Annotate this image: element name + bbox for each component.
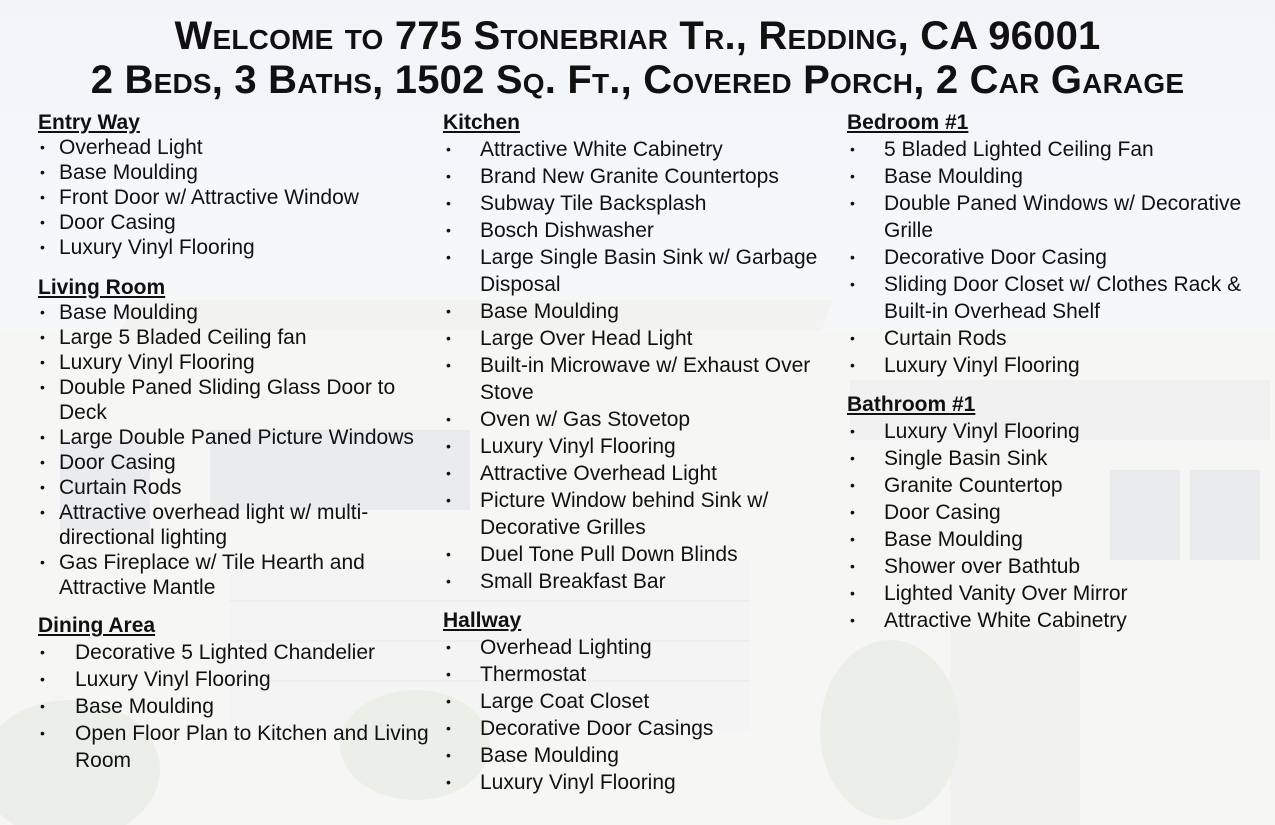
list-item: • Curtain Rods <box>847 325 1247 352</box>
list-item: • Granite Countertop <box>847 472 1247 499</box>
feature-list <box>38 135 433 260</box>
list-item: • Picture Window behind Sink w/ Decorative Grilles <box>443 487 843 541</box>
section-kitchen <box>443 110 843 595</box>
section-heading: Kitchen <box>443 111 521 134</box>
list-item: • Front Door w/ Attractive Window <box>38 185 433 210</box>
section-heading: Living Room <box>38 276 166 299</box>
list-item: • Shower over Bathtub <box>847 553 1247 580</box>
list-item: • Single Basin Sink <box>847 445 1247 472</box>
list-item: • Door Casing <box>38 210 433 235</box>
list-item: • Luxury Vinyl Flooring <box>443 433 843 460</box>
list-item: • Overhead Lighting <box>443 634 843 661</box>
section-heading: Bathroom #1 <box>847 393 976 416</box>
list-item: • Gas Fireplace w/ Tile Hearth and Attractive Mantle <box>38 550 433 600</box>
column-middle <box>443 110 843 796</box>
list-item: • Decorative Door Casing <box>847 244 1247 271</box>
feature-list <box>443 136 843 595</box>
list-item: • Base Moulding <box>38 300 433 325</box>
section-bedroom-1 <box>847 110 1247 379</box>
column-right <box>847 110 1247 634</box>
list-item: • Large Over Head Light <box>443 325 843 352</box>
list-item: • Base Moulding <box>847 163 1247 190</box>
list-item: • Door Casing <box>38 450 433 475</box>
flyer-subtitle: 2 Beds, 3 Baths, 1502 Sq. Ft., Covered Porch, 2 Car Garage <box>90 58 1185 102</box>
section-entry-way <box>38 110 433 260</box>
list-item: • Double Paned Sliding Glass Door to Deck <box>38 375 433 425</box>
list-item: • Sliding Door Closet w/ Clothes Rack & Built-in Overhead Shelf <box>847 271 1247 325</box>
section-heading: Dining Area <box>38 614 156 637</box>
feature-list <box>443 634 843 796</box>
feature-list <box>38 639 433 774</box>
section-dining-area <box>38 613 433 774</box>
list-item: • Lighted Vanity Over Mirror <box>847 580 1247 607</box>
list-item: • Luxury Vinyl Flooring <box>847 352 1247 379</box>
list-item: • Attractive White Cabinetry <box>847 607 1247 634</box>
section-bathroom-1 <box>847 392 1247 634</box>
feature-list <box>847 418 1247 634</box>
list-item: • Subway Tile Backsplash <box>443 190 843 217</box>
list-item: • Luxury Vinyl Flooring <box>38 235 433 260</box>
list-item: • Duel Tone Pull Down Blinds <box>443 541 843 568</box>
list-item: • Luxury Vinyl Flooring <box>847 418 1247 445</box>
list-item: • Bosch Dishwasher <box>443 217 843 244</box>
list-item: • Decorative Door Casings <box>443 715 843 742</box>
section-heading: Bedroom #1 <box>847 111 969 134</box>
list-item: • Open Floor Plan to Kitchen and Living Room <box>38 720 433 774</box>
list-item: • Base Moulding <box>443 298 843 325</box>
list-item: • Large Double Paned Picture Windows <box>38 425 433 450</box>
list-item: • Large Single Basin Sink w/ Garbage Disposal <box>443 244 843 298</box>
list-item: • Luxury Vinyl Flooring <box>38 666 433 693</box>
list-item: • Brand New Granite Countertops <box>443 163 843 190</box>
list-item: • 5 Bladed Lighted Ceiling Fan <box>847 136 1247 163</box>
list-item: • Curtain Rods <box>38 475 433 500</box>
list-item: • Door Casing <box>847 499 1247 526</box>
list-item: • Large Coat Closet <box>443 688 843 715</box>
list-item: • Attractive Overhead Light <box>443 460 843 487</box>
list-item: • Base Moulding <box>38 693 433 720</box>
list-item: • Oven w/ Gas Stovetop <box>443 406 843 433</box>
list-item: • Thermostat <box>443 661 843 688</box>
feature-list <box>38 300 433 600</box>
list-item: • Attractive White Cabinetry <box>443 136 843 163</box>
list-item: • Double Paned Windows w/ Decorative Grille <box>847 190 1247 244</box>
list-item: • Base Moulding <box>847 526 1247 553</box>
list-item: • Decorative 5 Lighted Chandelier <box>38 639 433 666</box>
list-item: • Built-in Microwave w/ Exhaust Over Stove <box>443 352 843 406</box>
list-item: • Luxury Vinyl Flooring <box>38 350 433 375</box>
feature-list <box>847 136 1247 379</box>
section-heading: Hallway <box>443 609 522 632</box>
section-living-room <box>38 275 433 600</box>
section-heading: Entry Way <box>38 111 140 134</box>
flyer-title: Welcome to 775 Stonebriar Tr., Redding, CA 96001 <box>174 14 1101 58</box>
list-item: • Small Breakfast Bar <box>443 568 843 595</box>
column-left <box>38 110 433 774</box>
list-item: • Overhead Light <box>38 135 433 160</box>
list-item: • Base Moulding <box>38 160 433 185</box>
list-item: • Attractive overhead light w/ multi-directional lighting <box>38 500 433 550</box>
section-hallway <box>443 608 843 796</box>
list-item: • Base Moulding <box>443 742 843 769</box>
list-item: • Large 5 Bladed Ceiling fan <box>38 325 433 350</box>
list-item: • Luxury Vinyl Flooring <box>443 769 843 796</box>
